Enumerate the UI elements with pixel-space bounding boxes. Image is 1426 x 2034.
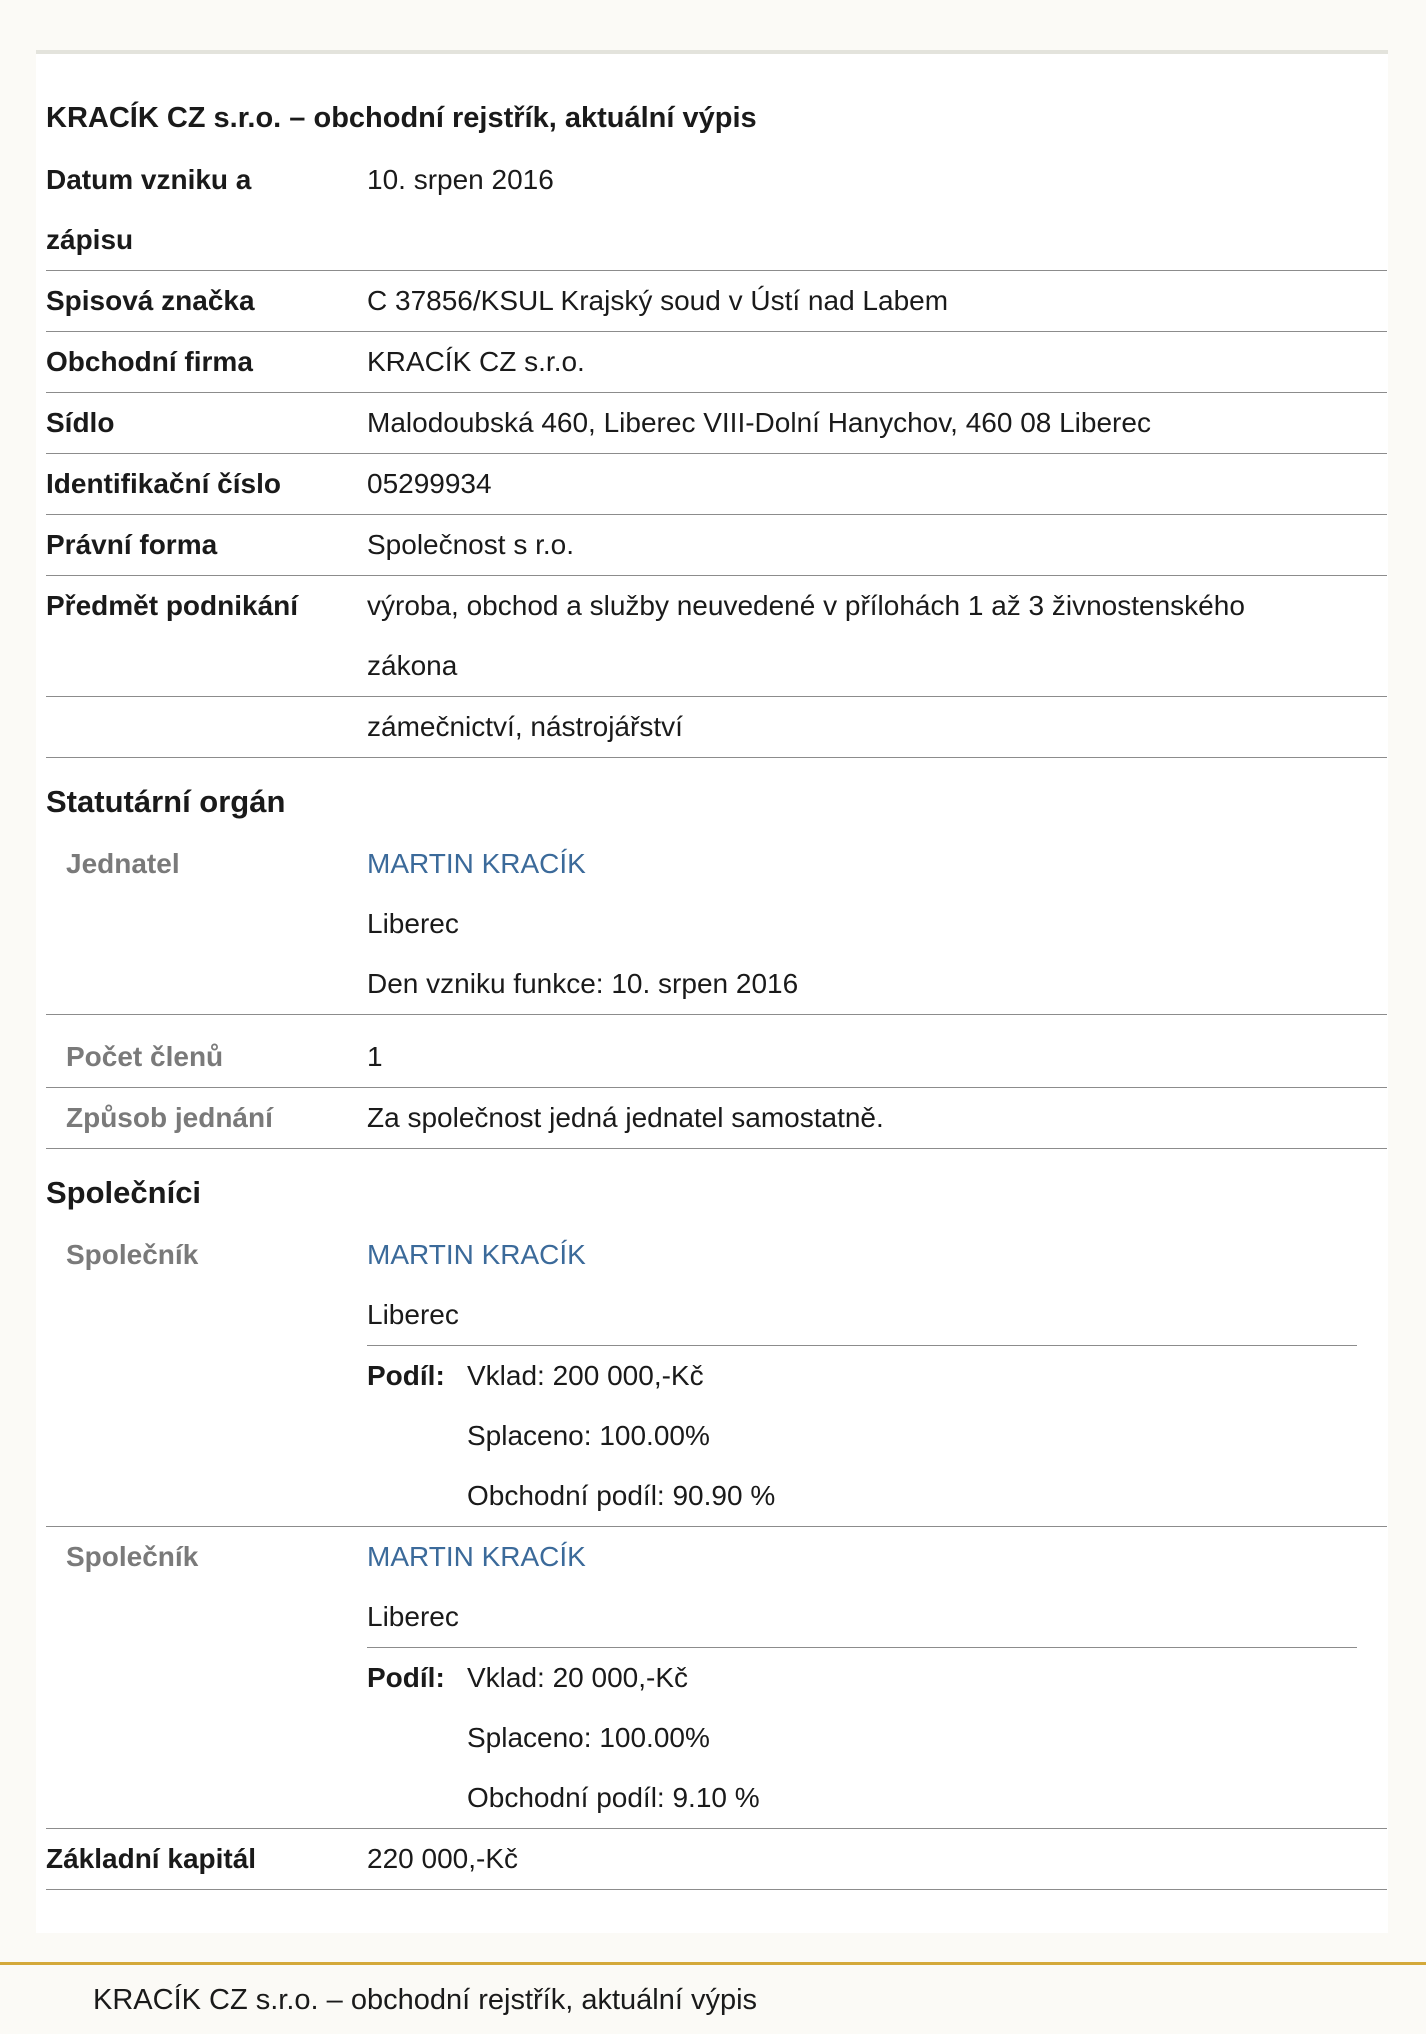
label-founded: Datum vzniku a zápisu	[46, 164, 252, 255]
value-file-number: C 37856/KSUL Krajský soud v Ústí nad Labem	[367, 285, 949, 316]
value-acting: Za společnost jedná jednatel samostatně.	[367, 1102, 884, 1133]
value-seat: Malodoubská 460, Liberec VIII-Dolní Hanychov, 460 08 Liberec	[367, 407, 1151, 438]
value-ico: 05299934	[367, 468, 492, 499]
partner-2-deposit: Vklad: 20 000,-Kč	[467, 1662, 689, 1693]
label-file-number: Spisová značka	[46, 285, 255, 316]
row-partner-1	[46, 1225, 1387, 1527]
partner-1-share: Obchodní podíl: 90.90 %	[467, 1480, 776, 1511]
value-founded: 10. srpen 2016	[367, 164, 554, 195]
partner-1-paid: Splaceno: 100.00%	[467, 1420, 710, 1451]
value-business-subject-2: zámečnictví, nástrojářství	[367, 711, 683, 742]
row-legal-form	[46, 515, 1387, 576]
row-member-count	[46, 1027, 1387, 1088]
label-ico: Identifikační číslo	[46, 468, 281, 499]
registry-content	[46, 98, 1387, 1890]
section-statutory: Statutární orgán	[46, 784, 286, 819]
row-partner-2	[46, 1527, 1387, 1829]
value-capital: 220 000,-Kč	[367, 1843, 518, 1874]
partner-1-share-label: Podíl:	[367, 1360, 445, 1391]
partner-2-details	[367, 1527, 1387, 1828]
label-business-name: Obchodní firma	[46, 346, 253, 377]
row-business-subject-2	[46, 697, 1387, 758]
section-partners: Společníci	[46, 1175, 202, 1210]
row-acting	[46, 1088, 1387, 1149]
label-business-subject: Předmět podnikání	[46, 590, 299, 621]
executive-city: Liberec	[367, 908, 459, 939]
label-empty	[46, 697, 367, 757]
label-executive: Jednatel	[66, 848, 180, 879]
row-business-name	[46, 332, 1387, 393]
executive-since: Den vzniku funkce: 10. srpen 2016	[367, 968, 799, 999]
value-member-count: 1	[367, 1041, 383, 1072]
footer-divider	[0, 1962, 1426, 1965]
value-business-name: KRACÍK CZ s.r.o.	[367, 346, 585, 377]
row-founded	[46, 150, 1387, 271]
partner-1-share-values	[467, 1346, 775, 1526]
row-capital	[46, 1829, 1387, 1890]
value-legal-form: Společnost s r.o.	[367, 529, 575, 560]
row-seat	[46, 393, 1387, 454]
partner-1-details	[367, 1225, 1387, 1526]
partner-2-share-values	[467, 1648, 760, 1828]
row-ico	[46, 454, 1387, 515]
page-title: KRACÍK CZ s.r.o. – obchodní rejstřík, aktuální výpis	[46, 102, 757, 134]
partner-1-city: Liberec	[367, 1299, 459, 1330]
row-executive	[46, 834, 1387, 1015]
executive-name-link[interactable]: MARTIN KRACÍK	[367, 848, 586, 879]
partner-2-paid: Splaceno: 100.00%	[467, 1722, 710, 1753]
label-partner-2: Společník	[66, 1541, 199, 1572]
label-seat: Sídlo	[46, 407, 115, 438]
executive-details	[367, 834, 1387, 1014]
registry-card	[36, 50, 1388, 1933]
row-business-subject	[46, 576, 1387, 697]
partner-1-deposit: Vklad: 200 000,-Kč	[467, 1360, 704, 1391]
partner-2-city: Liberec	[367, 1601, 459, 1632]
partner-2-name-link[interactable]: MARTIN KRACÍK	[367, 1541, 586, 1572]
row-file-number	[46, 271, 1387, 332]
label-member-count: Počet členů	[66, 1041, 224, 1072]
label-acting: Způsob jednání	[66, 1102, 273, 1133]
partner-1-share-block	[367, 1345, 1357, 1526]
footer-text: KRACÍK CZ s.r.o. – obchodní rejstřík, aktuální výpis	[93, 1984, 758, 2016]
label-partner-1: Společník	[66, 1239, 199, 1270]
partner-2-share-label: Podíl:	[367, 1662, 445, 1693]
partner-2-share-block	[367, 1647, 1357, 1828]
partner-1-name-link[interactable]: MARTIN KRACÍK	[367, 1239, 586, 1270]
label-capital: Základní kapitál	[46, 1843, 257, 1874]
value-business-subject-1: výroba, obchod a služby neuvedené v přílohách 1 až 3 živnostenského zákona	[367, 590, 1245, 681]
partner-2-share: Obchodní podíl: 9.10 %	[467, 1782, 760, 1813]
label-legal-form: Právní forma	[46, 529, 218, 560]
